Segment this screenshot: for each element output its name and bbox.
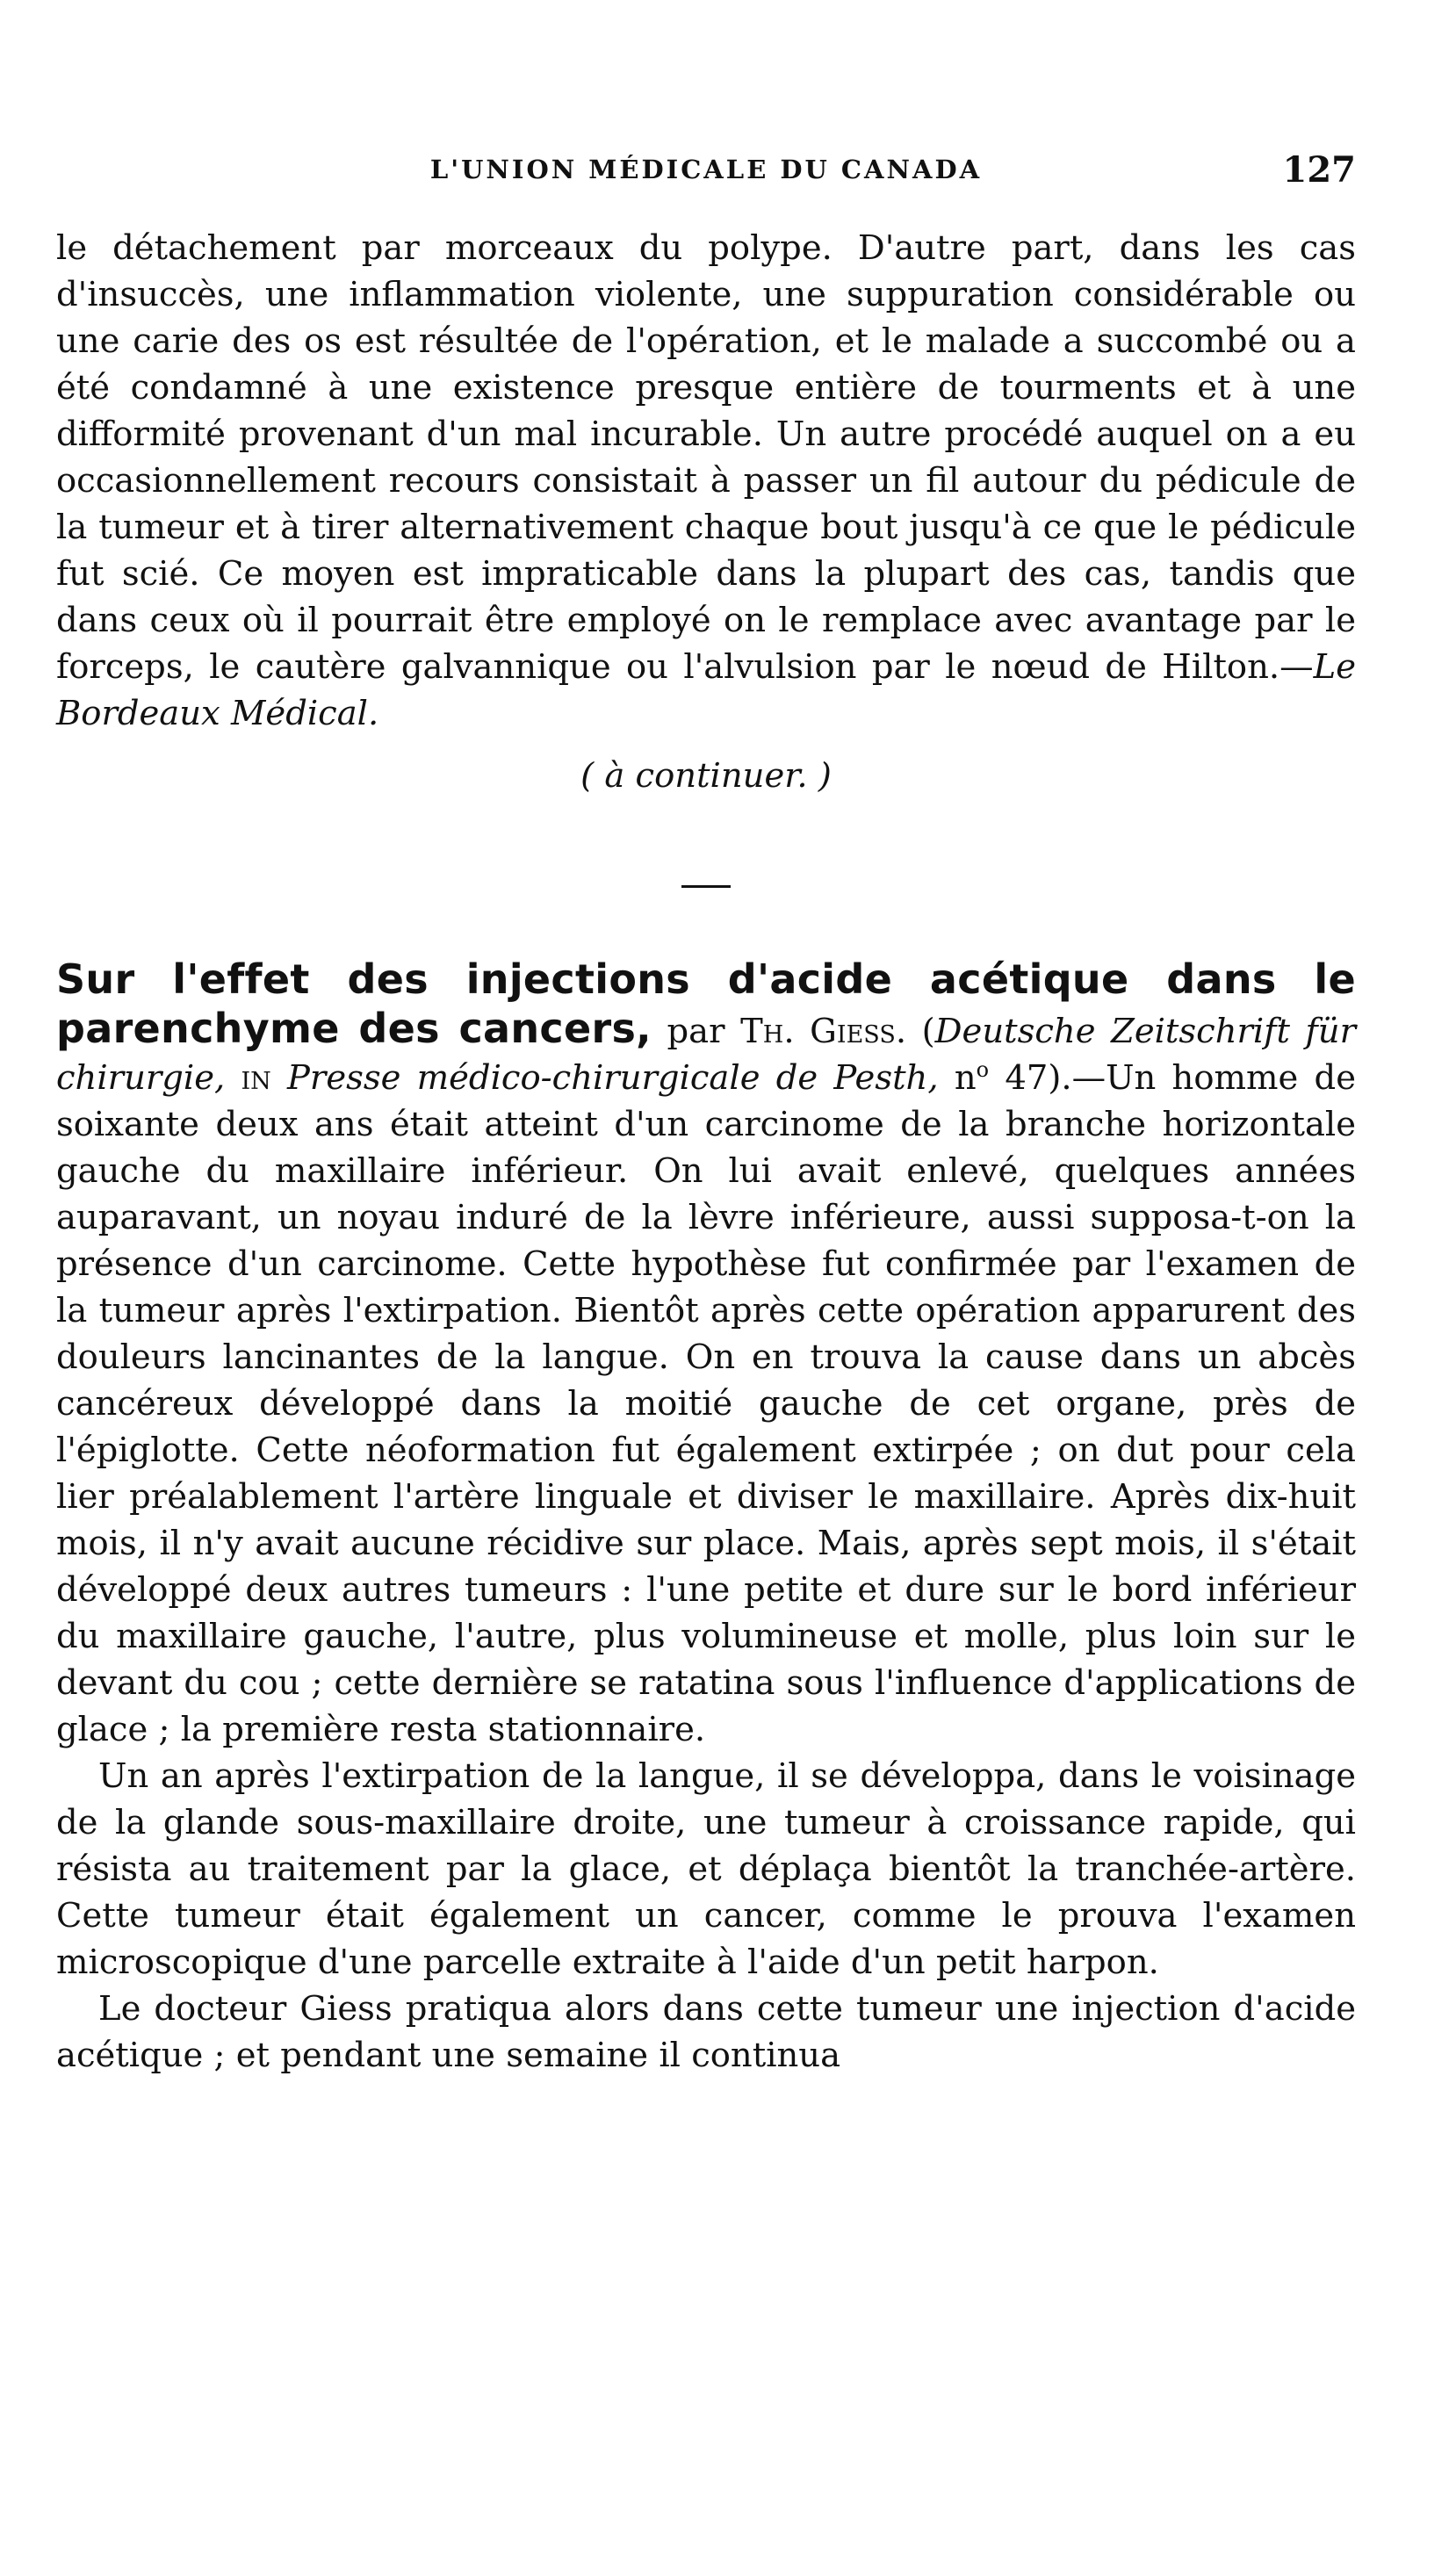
article-source-number-prefix: n bbox=[938, 1058, 977, 1098]
section-divider bbox=[681, 885, 731, 888]
article-paragraph-2: Un an après l'extirpation de la langue, il se développa, dans le voisinage de la glande sous-maxillaire droite, une tumeur à croissance rapide, qui résista au traitement par la glace, et déplaça bientôt la tranchée-artère. Cette tumeur était également un cancer, comme le prouva l'examen microscopique d'une parcelle extraite à l'aide d'un petit harpon. bbox=[56, 1756, 1356, 1982]
article-source-in: in bbox=[225, 1058, 288, 1098]
running-head bbox=[56, 149, 1356, 202]
article-source-number-sup: o bbox=[976, 1057, 990, 1083]
article-first-paragraph bbox=[56, 956, 1356, 1753]
running-title: L'UNION MÉDICALE DU CANADA bbox=[429, 155, 983, 184]
page bbox=[56, 149, 1356, 2079]
previous-article-paragraph bbox=[56, 225, 1356, 737]
page-number: 127 bbox=[1282, 149, 1356, 191]
article-source-journal: Deutsche Zeitschrift für chirurgie, bbox=[56, 1012, 1356, 1098]
article-paragraph-1: Un homme de soixante deux ans était atteint d'un carcinome de la branche horizontale gauche du maxillaire inférieur. On lui avait enlevé, quelques années auparavant, un noyau induré de la lèvre inférieure, aussi supposa-t-on la présence d'un carcinome. Cette hypothèse fut confirmée par l'examen de la tumeur après l'extirpation. Bientôt après cette opération apparurent des douleurs lancinantes de la langue. On en trouva la cause dans un abcès cancéreux développé dans la moitié gauche de cet organe, près de l'épiglotte. Cette néoformation fut également extirpée ; on dut pour cela lier préalablement l'artère linguale et diviser le maxillaire. Après dix-huit mois, il n'y avait aucune récidive sur place. Mais, après sept mois, il s'était développé deux autres tumeurs : l'une petite et dure sur le bord inférieur du maxillaire gauche, l'autre, plus volumineuse et molle, plus loin sur le devant du cou ; cette dernière se ratatina sous l'influence d'applications de glace ; la première resta stationnaire. bbox=[56, 1058, 1356, 1749]
continued-note: ( à continuer. ) bbox=[580, 756, 832, 796]
article-source-number: 47).— bbox=[989, 1058, 1106, 1098]
article-author: Th. Giess. bbox=[740, 1012, 907, 1051]
article-by: par bbox=[651, 1012, 741, 1051]
article-source-open: ( bbox=[906, 1012, 935, 1051]
article-paragraph-3: Le docteur Giess pratiqua alors dans cette tumeur une injection d'acide acétique ; et pendant une semaine il continua bbox=[56, 1989, 1356, 2075]
article-title: Sur l'effet des injections d'acide acétique dans le parenchyme des cancers, bbox=[56, 955, 1356, 1052]
previous-article-source: Le Bordeaux Médical. bbox=[56, 647, 1356, 733]
article-source-journal-2: Presse médico-chirurgicale de Pesth, bbox=[287, 1058, 939, 1098]
previous-article-text: le détachement par morceaux du polype. D'autre part, dans les cas d'insuccès, une inflammation violente, une suppuration considérable ou une carie des os est résultée de l'opération, et le malade a succombé ou a été condamné à une existence presque entière de tourments et à une difformité provenant d'un mal incurable. Un autre procédé auquel on a eu occasionnellement recours consistait à passer un fil autour du pédicule de la tumeur et à tirer alternativement chaque bout jusqu'à ce que le pédicule fut scié. Ce moyen est impraticable dans la plupart des cas, tandis que dans ceux où il pourrait être employé on le remplace avec avantage par le forceps, le cautère galvannique ou l'alvulsion par le nœud de Hilton.— bbox=[56, 228, 1356, 687]
